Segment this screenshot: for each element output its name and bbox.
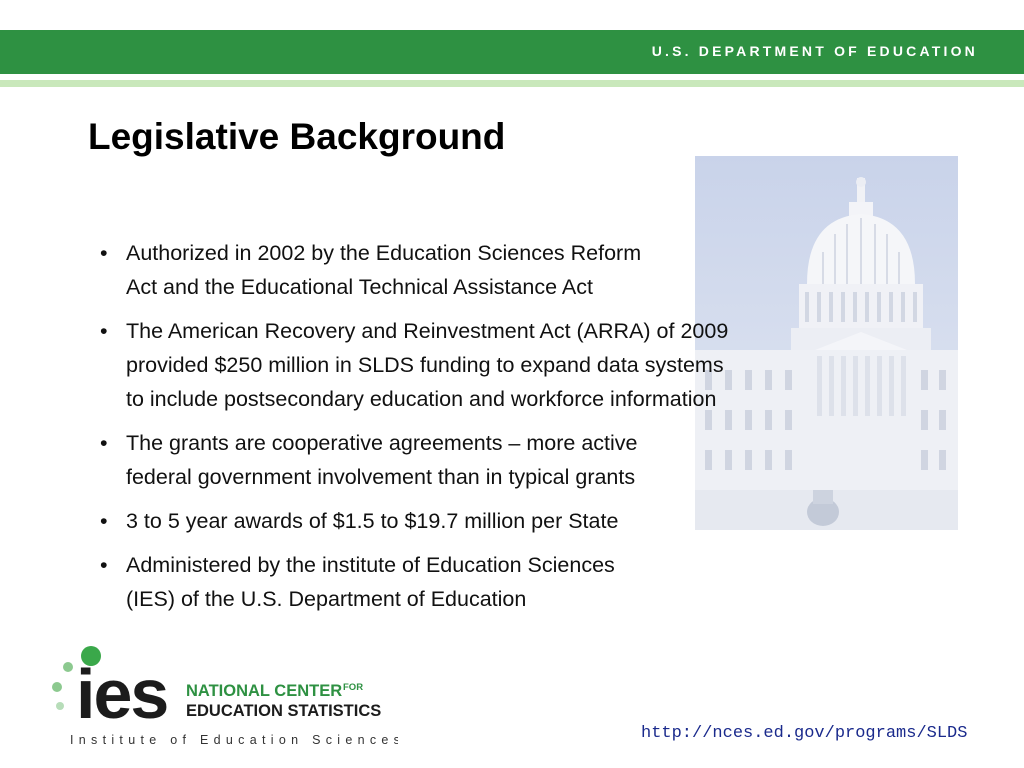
bullet-item bbox=[100, 504, 880, 538]
bullet-item bbox=[100, 426, 880, 494]
logo-tagline: Institute of Education Sciences bbox=[70, 733, 398, 747]
bullet-text-line: to include postsecondary education and workforce information bbox=[126, 387, 717, 411]
ies-nces-logo bbox=[48, 644, 398, 754]
bullet-item bbox=[100, 314, 880, 416]
bullet-text-line: Administered by the institute of Education Sciences bbox=[126, 553, 615, 577]
bullet-text-line: The grants are cooperative agreements – more active bbox=[126, 431, 638, 455]
department-name: U.S. DEPARTMENT OF EDUCATION bbox=[651, 43, 978, 59]
header-band bbox=[0, 30, 1024, 74]
logo-dot bbox=[63, 662, 73, 672]
bullet-text-line: Act and the Educational Technical Assistance Act bbox=[126, 275, 593, 299]
bullet-marker: • bbox=[100, 553, 108, 577]
bullet-marker: • bbox=[100, 431, 108, 455]
logo-line-education-statistics: EDUCATION STATISTICS bbox=[186, 702, 382, 720]
bullet-item bbox=[100, 236, 880, 304]
header-stripe bbox=[0, 80, 1024, 87]
bullet-text-line: federal government involvement than in typical grants bbox=[126, 465, 636, 489]
program-url-link[interactable]: http://nces.ed.gov/programs/SLDS bbox=[641, 724, 968, 743]
bullet-text-line: (IES) of the U.S. Department of Education bbox=[126, 587, 527, 611]
logo-dot bbox=[52, 682, 62, 692]
bullet-item bbox=[100, 548, 880, 616]
bullet-list bbox=[100, 236, 880, 626]
logo-line-national-center: NATIONAL CENTER bbox=[186, 682, 343, 700]
bullet-text-line: The American Recovery and Reinvestment Act (ARRA) of 2009 bbox=[126, 319, 729, 343]
bullet-marker: • bbox=[100, 509, 108, 533]
slide-title: Legislative Background bbox=[88, 116, 506, 157]
logo-line-for: FOR bbox=[343, 682, 364, 693]
bullet-text-line: Authorized in 2002 by the Education Sciences Reform bbox=[126, 241, 642, 265]
bullet-marker: • bbox=[100, 241, 108, 265]
logo-dot bbox=[56, 702, 64, 710]
logo-letters: ies bbox=[76, 655, 168, 733]
bullet-text-line: 3 to 5 year awards of $1.5 to $19.7 million per State bbox=[126, 509, 619, 533]
bullet-text-line: provided $250 million in SLDS funding to expand data systems bbox=[126, 353, 724, 377]
bullet-marker: • bbox=[100, 319, 108, 343]
